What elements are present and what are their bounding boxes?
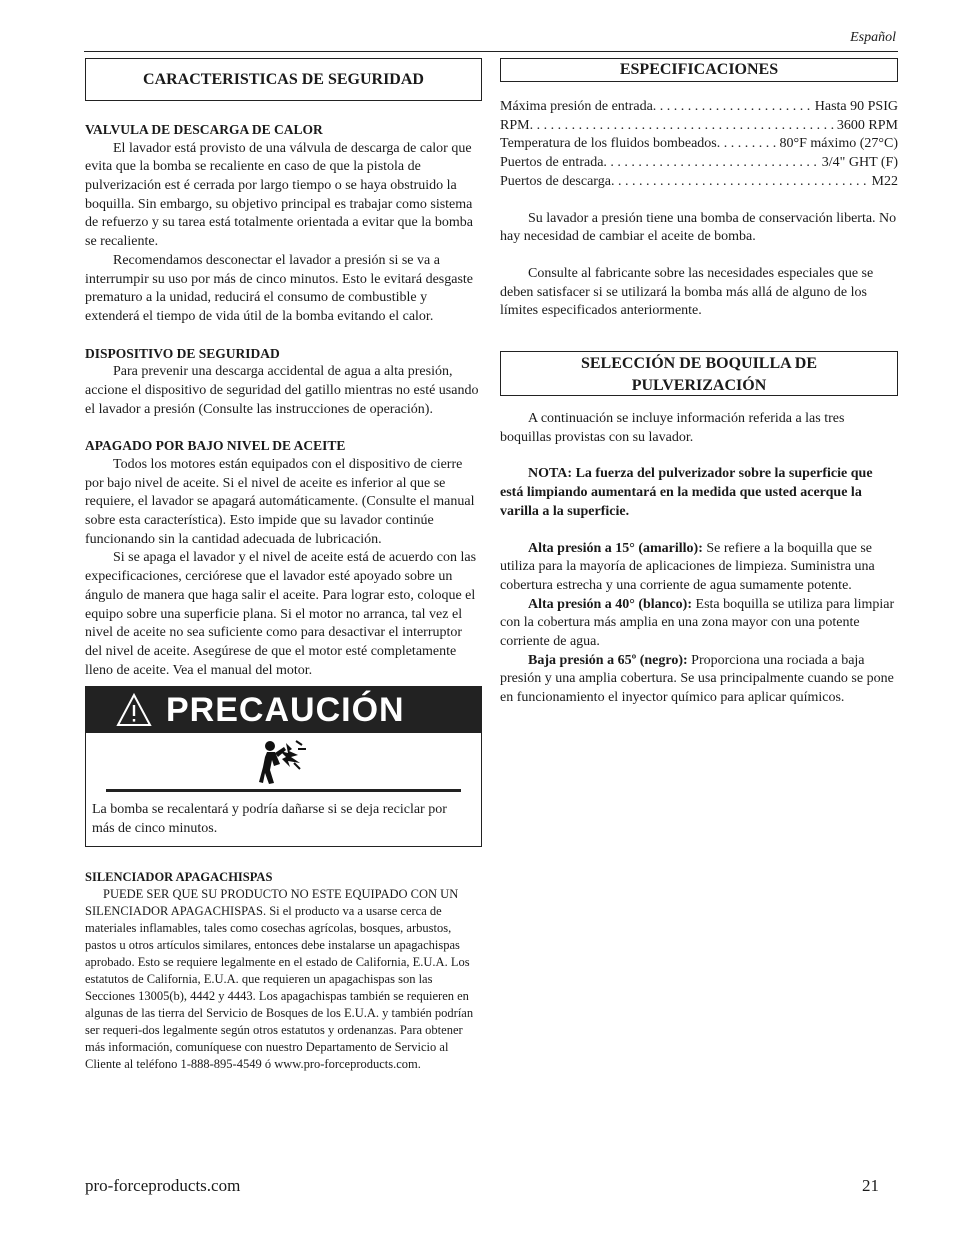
nozzle-65-text: Proporciona una rociada a baja presión y una amplia cobertura. Se usa principalmente cuando se pone en funcionamiento el inyector químico para aplicar químicos. bbox=[500, 652, 894, 706]
nozzle-40-text: Esta boquilla se utiliza para limpiar con la cobertura más amplia en una zona mayor con una potente corriente de agua. bbox=[500, 596, 895, 650]
spec-value: 3600 RPM bbox=[836, 117, 898, 133]
paragraph-low-oil-2: Si se apaga el lavador y el nivel de aceite está de acuerdo con las expecificaciones, cerciórese que el lavador esté apoyado sobre un ángulo de manera que haga salir el aceite. Para lograr esto, coloque el equipo sobre una superficie plana. Si el motor no arranca, tal vez el nivel de aceite no sea suficiente como para desactivar el interruptor del nivel de aceite. Asegúrese de que el motor esté completamente lleno de aceite. Vea el manual del motor. bbox=[85, 550, 477, 678]
paragraph-nozzle-15 bbox=[500, 540, 898, 596]
caution-text: La bomba se recalentará y podría dañarse si se deja reciclar por más de cinco minutos. bbox=[92, 802, 447, 837]
heading-heat-valve: VALVULA DE DESCARGA DE CALOR bbox=[85, 122, 323, 137]
header-rule bbox=[84, 51, 898, 52]
caution-header bbox=[86, 687, 481, 733]
nozzle-15-label: Alta presión a 15° (amarillo): bbox=[528, 540, 703, 556]
paragraph-heat-valve-1: El lavador está provisto de una válvula de descarga de calor que evita que la bomba se recaliente en caso de que la pistola de pulverización est é cerrada por largo tiempo o se haya obstruido la boquilla. Sin embargo, su objetivo principal es trabajar como sistema de refuerzo y su tarea está totalmente orientada a evitar que la bomba se recaliente. bbox=[85, 140, 473, 250]
left-column bbox=[85, 58, 482, 1073]
nozzle-40-label: Alta presión a 40° (blanco): bbox=[528, 596, 693, 612]
nozzle-title-line-1: SELECCIÓN DE BOQUILLA DE bbox=[580, 355, 818, 373]
paragraph-nozzle-intro: A continuación se incluye información referida a las tres boquillas provistas con su lavador. bbox=[500, 411, 845, 445]
footer-website: pro-forceproducts.com bbox=[85, 1176, 241, 1195]
paragraph-spark-arrester: PUEDE SER QUE SU PRODUCTO NO ESTE EQUIPADO CON UN SILENCIADOR APAGACHISPAS. Si el producto va a usarse cerca de materiales inflamables, tales como cosechas agrícolas, bosques, arbustos, pastos u otros artículos similares, entonces debe instalarse un apagachispas aprobado. Esto se requiere legalmente en el estado de California, E.U.A. Los estatutos de California, E.U.A. que requieren un apagachispas son las Secciones 13005(b), 4442 y 4443. Los apagachispas también se requieren en algunas de las tierra del Servicio de Bosques de los E.U.A. y también podrían ser requeri-dos legalmente según otros estatutos y ordenanzas. Para obtener más información, comuníquese con nuestro Departamento de Servicio al Cliente al teléfono 1-888-895-4549 ó www.pro-forceproducts.com. bbox=[85, 887, 474, 1072]
spec-label: Temperatura de los fluidos bombeados bbox=[500, 136, 717, 152]
section-title-nozzle bbox=[500, 351, 898, 396]
spec-row bbox=[500, 98, 898, 117]
spec-row bbox=[500, 117, 898, 136]
paragraph-nozzle-65 bbox=[500, 652, 898, 708]
paragraph-nozzle-40 bbox=[500, 596, 898, 652]
paragraph-low-oil-1: Todos los motores están equipados con el dispositivo de cierre por bajo nivel de aceite. Si el nivel de aceite es inferior al que se requiere, el lavador se apagará automáticamente. (Consulte el manual sobre esta característica). Esto impide que su lavador continúe funcionando sin la cantidad adecuada de lubricación. bbox=[85, 456, 475, 547]
spec-label: Puertos de descarga bbox=[500, 173, 611, 189]
section-title-safety: CARACTERISTICAS DE SEGURIDAD bbox=[85, 58, 482, 101]
paragraph-pump-oil: Su lavador a presión tiene una bomba de conservación liberta. No hay necesidad de cambiar el aceite de bomba. bbox=[500, 210, 897, 245]
spec-row bbox=[500, 173, 898, 192]
paragraph-manufacturer: Consulte al fabricante sobre las necesidades especiales que se deben satisfacer si se utilizará la bomba más allá de alguno de los límites especificados anteriormente. bbox=[500, 265, 874, 319]
spec-value: Hasta 90 PSIG bbox=[814, 99, 898, 114]
spec-value: 3/4" GHT (F) bbox=[821, 155, 898, 171]
paragraph-heat-valve-2: Recomendamos desconectar el lavador a presión si se va a interrumpir su uso por más de cinco minutos. Esto le evitará desgaste prematuro a la unidad, reducirá el consumo de combustible y extenderá el tiempo de vida útil de la bomba evitando el calor. bbox=[85, 252, 474, 324]
paragraph-safety-device: Para prevenir una descarga accidental de agua a alta presión, accione el dispositivo de seguridad del gatillo mientras no esté usando el lavador a presión (Consulte las instrucciones de operación). bbox=[85, 364, 479, 417]
nozzle-15-text: Se refiere a la boquilla que se utiliza para la mayoría de aplicaciones de limpieza. Suministra una cobertura estrecha y una corriente de agua sumamente potente. bbox=[500, 540, 875, 593]
heading-safety-device: DISPOSITIVO DE SEGURIDAD bbox=[85, 345, 280, 361]
spec-value: 80°F máximo (27°C) bbox=[779, 136, 898, 152]
spark-arrester-section bbox=[85, 869, 482, 1073]
warning-triangle-icon bbox=[116, 692, 152, 728]
nozzle-65-label: Baja presión a 65º (negro): bbox=[528, 652, 688, 668]
spec-row bbox=[500, 135, 898, 154]
caution-title: PRECAUCIÓN bbox=[166, 690, 405, 729]
note-paragraph: NOTA: La fuerza del pulverizador sobre la superficie que está limpiando aumentará en la medida que usted acerque la varilla a la superficie. bbox=[500, 466, 873, 519]
right-column bbox=[500, 58, 898, 708]
spec-value: M22 bbox=[871, 173, 898, 189]
caution-box bbox=[85, 686, 482, 847]
page-number: 21 bbox=[862, 1176, 879, 1195]
hot-surface-hazard-icon bbox=[86, 733, 481, 789]
nozzle-title-line-2: PULVERIZACIÓN bbox=[631, 377, 767, 395]
heading-low-oil: APAGADO POR BAJO NIVEL DE ACEITE bbox=[85, 438, 346, 454]
spec-label: RPM bbox=[500, 117, 530, 133]
language-label: Español bbox=[850, 30, 896, 45]
spec-label: Puertos de entrada bbox=[500, 155, 604, 171]
heading-spark-arrester: SILENCIADOR APAGACHISPAS bbox=[85, 870, 273, 885]
spec-row bbox=[500, 154, 898, 173]
section-title-specs: ESPECIFICACIONES bbox=[500, 58, 898, 82]
spec-label: Máxima presión de entrada bbox=[500, 99, 653, 114]
spec-list bbox=[500, 98, 898, 192]
